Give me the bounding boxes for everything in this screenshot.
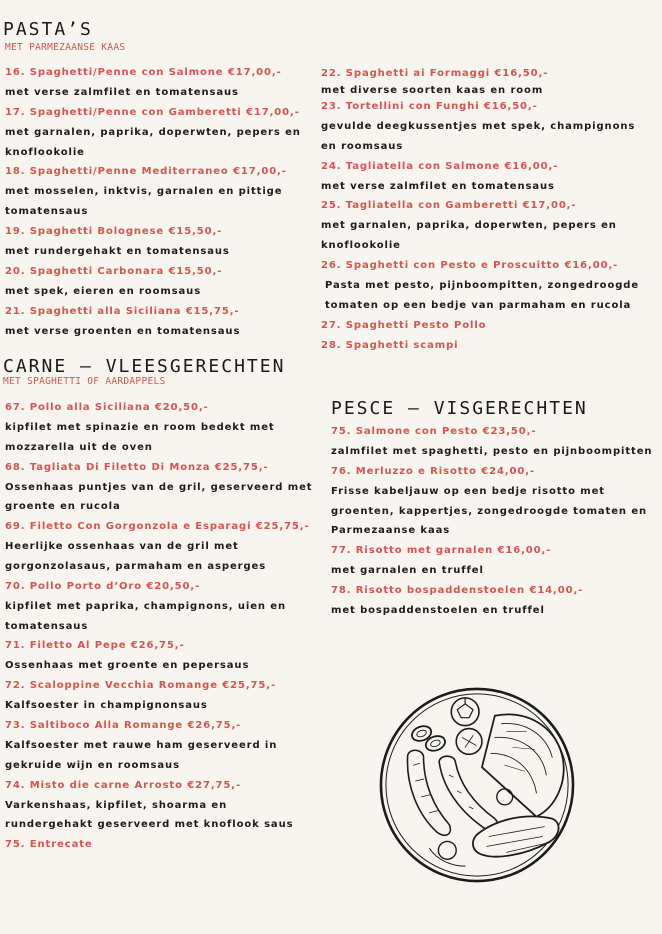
pasta-column-right — [321, 64, 653, 356]
menu-item — [5, 835, 317, 855]
item-name: 70. Pollo Porto d’Oro €20,50,- — [5, 580, 201, 592]
item-description: kipfilet met paprika, champignons, uien en tomatensaus — [5, 600, 286, 632]
item-name: 72. Scaloppine Vecchia Romange €25,75,- — [5, 680, 277, 692]
menu-item — [5, 716, 317, 776]
pasta-title: PASTA’S — [3, 19, 93, 40]
item-name: 71. Filetto Al Pepe €26,75,- — [5, 640, 185, 652]
item-description: Varkenshaas, kipfilet, shoarma en rundergehakt geserveerd met knoflook saus — [5, 799, 294, 831]
carne-subtitle: MET SPAGHETTI OF AARDAPPELS — [3, 376, 166, 387]
menu-item — [5, 636, 317, 676]
item-description: gevulde deegkussentjes met spek, champignons en roomsaus — [321, 121, 636, 152]
item-name: 75. Entrecate — [5, 839, 93, 851]
menu-item — [5, 302, 317, 342]
item-name: 25. Tagliatella con Gamberetti €17,00,- — [321, 200, 577, 212]
menu-item — [5, 103, 317, 163]
item-description: zalmfilet met spaghetti, pesto en pijnboompitten — [331, 446, 653, 457]
carne-column — [5, 398, 317, 855]
pasta-subtitle: MET PARMEZAANSE KAAS — [5, 42, 126, 53]
item-name: 20. Spaghetti Carbonara €15,50,- — [5, 265, 223, 277]
item-description: met garnalen, paprika, doperwten, pepers en knoflookolie — [321, 220, 617, 252]
menu-item — [331, 462, 656, 541]
item-name: 68. Tagliata Di Filetto Di Monza €25,75,- — [5, 461, 269, 473]
item-description: Kalfsoester met rauwe ham geserveerd in gekruide wijn en roomsaus — [5, 739, 278, 771]
item-name: 77. Risotto met garnalen €16,00,- — [331, 545, 552, 557]
menu-item — [321, 196, 653, 256]
menu-item — [321, 316, 653, 336]
item-description: Frisse kabeljauw op een bedje risotto met groenten, kappertjes, zongedroogde tomaten en Parmezaanse kaas — [331, 485, 648, 537]
item-name: 67. Pollo alla Siciliana €20,50,- — [5, 402, 209, 413]
menu-item — [321, 157, 653, 197]
item-description: met rundergehakt en tomatensaus — [5, 245, 230, 257]
item-name: 76. Merluzzo e Risotto €24,00,- — [331, 465, 535, 477]
item-name: 75. Salmone con Pesto €23,50,- — [331, 426, 537, 437]
item-name: 23. Tortellini con Funghi €16,50,- — [321, 101, 538, 112]
item-description: Heerlijke ossenhaas van de gril met gorgonzolasaus, parmaham en asperges — [5, 541, 267, 572]
item-description: Pasta met pesto, pijnboompitten, zongedroogde tomaten op een bedje van parmaham en rucola — [325, 279, 640, 311]
pesce-column — [331, 422, 656, 621]
item-name: 19. Spaghetti Bolognese €15,50,- — [5, 225, 223, 237]
menu-item — [5, 517, 317, 577]
item-description: met spek, eieren en roomsaus — [5, 285, 202, 297]
menu-item — [5, 676, 317, 716]
menu-item — [5, 398, 317, 458]
item-description: met verse zalmfilet en tomatensaus — [5, 87, 239, 98]
item-name: 21. Spaghetti alla Siciliana €15,75,- — [5, 305, 240, 317]
menu-item — [5, 162, 317, 222]
menu-item — [331, 422, 656, 462]
item-description: Ossenhaas met groente en pepersaus — [5, 660, 250, 672]
item-description: met mosselen, inktvis, garnalen en pittige tomatensaus — [5, 186, 283, 218]
item-name: 26. Spaghetti con Pesto e Proscuitto €16,00,- — [321, 259, 619, 271]
item-description: met verse groenten en tomatensaus — [5, 325, 241, 337]
item-description: kipfilet met spinazie en room bedekt met mozzarella uit de oven — [5, 422, 275, 453]
menu-item — [5, 776, 317, 836]
item-name: 69. Filetto Con Gorgonzola e Esparagi €25,75,- — [5, 521, 310, 533]
item-name: 28. Spaghetti scampi — [321, 339, 459, 351]
item-name: 24. Tagliatella con Salmone €16,00,- — [321, 160, 559, 172]
menu-item — [321, 97, 653, 157]
pesce-title: PESCE – VISGERECHTEN — [331, 398, 588, 419]
item-name: 27. Spaghetti Pesto Pollo — [321, 319, 487, 331]
menu-item — [321, 336, 653, 356]
item-description: met verse zalmfilet en tomatensaus — [321, 180, 555, 192]
menu-item — [5, 222, 317, 262]
item-description: met garnalen, paprika, doperwten, pepers en knoflookolie — [5, 126, 301, 158]
menu-item — [331, 581, 656, 621]
menu-item — [5, 262, 317, 302]
pasta-column-left — [5, 63, 317, 341]
carne-title: CARNE – VLEESGERECHTEN — [3, 356, 286, 377]
item-name: 18. Spaghetti/Penne Mediterraneo €17,00,- — [5, 166, 287, 178]
menu-item — [321, 64, 653, 97]
item-name: 17. Spaghetti/Penne con Gamberetti €17,00,- — [5, 106, 300, 118]
item-name: 73. Saltiboco Alla Romange €26,75,- — [5, 719, 242, 731]
item-description: Kalfsoester in champignonsaus — [5, 700, 208, 712]
menu-item — [5, 63, 317, 103]
item-description: met diverse soorten kaas en room — [321, 85, 544, 96]
item-description: met garnalen en truffel — [331, 565, 484, 577]
item-name: 74. Misto die carne Arrosto €27,75,- — [5, 779, 241, 791]
food-plate-illustration — [378, 686, 576, 884]
item-name: 16. Spaghetti/Penne con Salmone €17,00,- — [5, 67, 282, 78]
menu-item — [331, 541, 656, 581]
menu-item — [5, 577, 317, 637]
item-description: met bospaddenstoelen en truffel — [331, 604, 545, 616]
item-name: 22. Spaghetti ai Formaggi €16,50,- — [321, 68, 549, 79]
menu-item — [5, 458, 317, 518]
item-description: Ossenhaas puntjes van de gril, geserveerd met groente en rucola — [5, 481, 313, 513]
menu-item — [321, 256, 653, 316]
item-name: 78. Risotto bospaddenstoelen €14,00,- — [331, 584, 584, 596]
